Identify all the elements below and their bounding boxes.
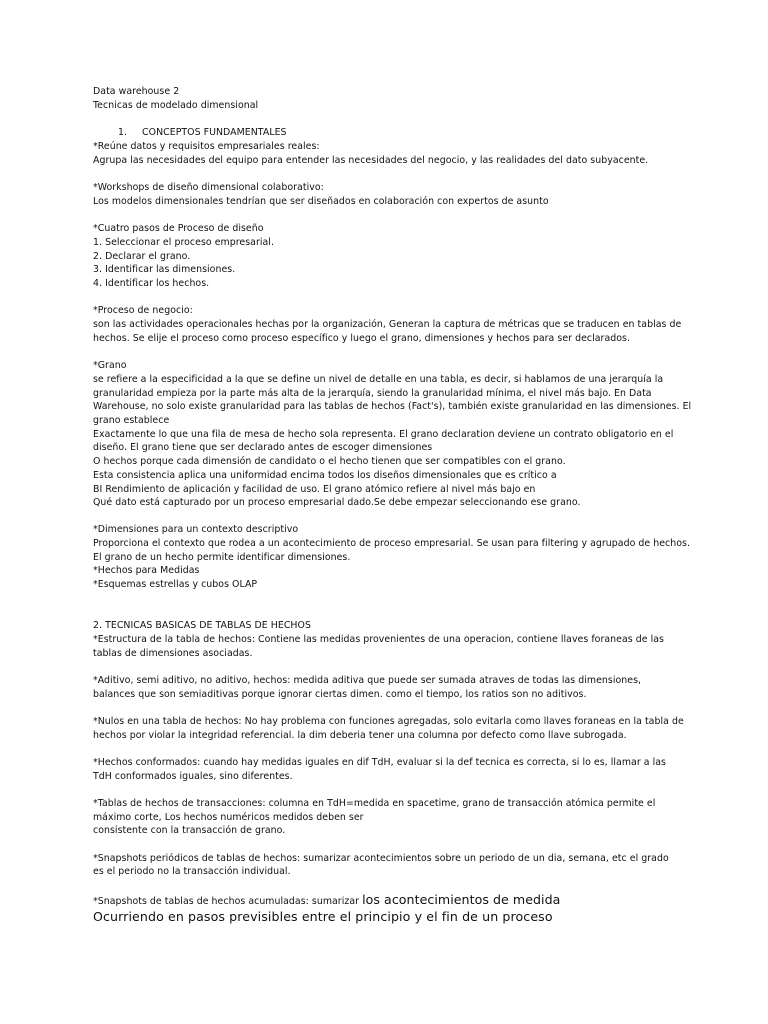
paragraph-line: Qué dato está capturado por un proceso empresarial dado.Se debe empezar seleccionando ese grano. (93, 497, 581, 508)
paragraph-line: consistente con la transacción de grano. (93, 825, 286, 836)
paragraph-line: Esta consistencia aplica una uniformidad encima todos los diseños dimensionales que es crítico a (93, 470, 557, 481)
paragraph-line: *Snapshots periódicos de tablas de hechos: sumarizar acontecimientos sobre un periodo de un dia, semana, etc el grado (93, 853, 669, 864)
paragraph-line: es el periodo no la transacción individual. (93, 866, 291, 877)
paragraph-line: *Hechos para Medidas (93, 565, 200, 576)
paragraph-line: O hechos porque cada dimensión de candidato o el hecho tienen que ser compatibles con el grano. (93, 456, 566, 467)
list-item: 3. Identificar las dimensiones. (93, 264, 236, 275)
paragraph-line: *Proceso de negocio: (93, 305, 193, 316)
paragraph-line: *Estructura de la tabla de hechos: Contiene las medidas provenientes de una operacion, contiene llaves foraneas de las (93, 634, 664, 645)
paragraph-line: *Dimensiones para un contexto descriptivo (93, 524, 299, 535)
paragraph-line-end: los acontecimientos de medida (362, 892, 561, 907)
section-1-heading (118, 126, 287, 139)
paragraph-line: son las actividades operacionales hechas por la organización, Generan la captura de métricas que se traducen en tablas de (93, 319, 682, 330)
mixed-size-line (93, 893, 560, 908)
paragraph-line: hechos por violar la integridad referencial. la dim deberia tener una columna por defecto como llave subrogada. (93, 730, 627, 741)
paragraph-line: balances que son semiaditivas porque ignorar ciertas dimen. como el tiempo, los ratios son no aditivos. (93, 689, 587, 700)
paragraph-line: *Nulos en una tabla de hechos: No hay problema con funciones agregadas, solo evitarla como llaves foraneas en la tabla de (93, 716, 684, 727)
paragraph-line: granularidad empieza por la parte más alta de la jerarquía, siendo la granularidad mínima, el nivel más bajo. En Data (93, 388, 652, 399)
section-1-number: 1. (118, 127, 128, 138)
paragraph-line: *Esquemas estrellas y cubos OLAP (93, 579, 258, 590)
section-2-heading: 2. TECNICAS BASICAS DE TABLAS DE HECHOS (93, 620, 311, 631)
paragraph-line: El grano de un hecho permite identificar dimensiones. (93, 552, 351, 563)
paragraph-line: *Hechos conformados: cuando hay medidas iguales en dif TdH, evaluar si la def tecnica es correcta, si lo es, llamar a las (93, 757, 666, 768)
document-subtitle: Tecnicas de modelado dimensional (93, 100, 259, 111)
paragraph-line: *Reúne datos y requisitos empresariales reales: (93, 141, 320, 152)
list-item: 4. Identificar los hechos. (93, 278, 210, 289)
paragraph-line: *Grano (93, 360, 127, 371)
paragraph-line: *Cuatro pasos de Proceso de diseño (93, 223, 264, 234)
paragraph-line: TdH conformados iguales, sino diferentes. (93, 771, 293, 782)
document-title: Data warehouse 2 (93, 86, 180, 97)
paragraph-line: *Aditivo, semi aditivo, no aditivo, hechos: medida aditiva que puede ser sumada atraves de todas las dimensiones, (93, 675, 642, 686)
paragraph-line: Los modelos dimensionales tendrían que ser diseñados en colaboración con expertos de asunto (93, 196, 549, 207)
paragraph-line-start: *Snapshots de tablas de hechos acumuladas: sumarizar (93, 896, 363, 907)
paragraph-line: se refiere a la especificidad a la que se define un nivel de detalle en una tabla, es decir, si hablamos de una jerarquía la (93, 374, 664, 385)
paragraph-line: Warehouse, no solo existe granularidad para las tablas de hechos (Fact's), también existe granularidad en las dimensiones. El (93, 401, 692, 412)
paragraph-line: Exactamente lo que una fila de mesa de hecho sola representa. El grano declaration deviene un contrato obligatorio en el (93, 429, 674, 440)
list-item: 2. Declarar el grano. (93, 251, 191, 262)
paragraph-line: máximo corte, Los hechos numéricos medidos deben ser (93, 812, 364, 823)
paragraph-line: tablas de dimensiones asociadas. (93, 648, 253, 659)
list-item: 1. Seleccionar el proceso empresarial. (93, 237, 274, 248)
paragraph-line: hechos. Se elije el proceso como proceso específico y luego el grano, dimensiones y hechos para ser declarados. (93, 333, 630, 344)
paragraph-line: *Tablas de hechos de transacciones: columna en TdH=medida en spacetime, grano de transacción atómica permite el (93, 798, 656, 809)
paragraph-line: *Workshops de diseño dimensional colaborativo: (93, 182, 324, 193)
paragraph-line: BI Rendimiento de aplicación y facilidad de uso. El grano atómico refiere al nivel más bajo en (93, 484, 536, 495)
paragraph-line: Proporciona el contexto que rodea a un acontecimiento de proceso empresarial. Se usan para filtering y agrupado de hechos. (93, 538, 691, 549)
paragraph-line: Agrupa las necesidades del equipo para entender las necesidades del negocio, y las realidades del dato subyacente. (93, 155, 649, 166)
paragraph-line: grano establece (93, 415, 170, 426)
section-1-title: CONCEPTOS FUNDAMENTALES (142, 127, 287, 138)
paragraph-line: diseño. El grano tiene que ser declarado antes de escoger dimensiones (93, 442, 433, 453)
paragraph-line: Ocurriendo en pasos previsibles entre el principio y el fin de un proceso (93, 909, 553, 924)
